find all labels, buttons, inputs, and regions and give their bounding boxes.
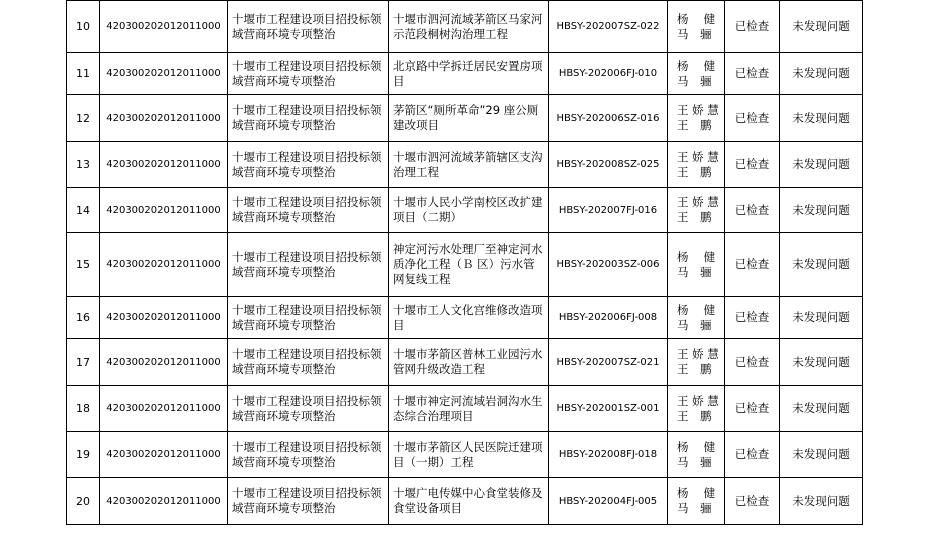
inspector-name: 杨 健	[677, 249, 716, 264]
area-code-cell: 420300202012011000	[100, 1, 228, 53]
task-name-cell: 十堰市工程建设项目招投标领域营商环境专项整治	[228, 386, 389, 432]
row-number: 18	[67, 386, 100, 432]
project-name-cell: 十堰市工人文化宫维修改造项目	[389, 297, 549, 339]
result-cell: 未发现问题	[780, 297, 863, 339]
row-number: 12	[67, 95, 100, 142]
inspector-name: 王 鹏	[677, 408, 712, 423]
status-cell: 已检查	[725, 142, 780, 188]
project-name-cell: 十堰市人民小学南校区改扩建项目（二期）	[389, 188, 549, 233]
project-id-cell: HBSY-202007FJ-016	[549, 188, 668, 233]
inspector-name: 王 娇 慧	[677, 393, 719, 408]
inspectors-cell	[668, 188, 725, 233]
project-id-cell: HBSY-202003SZ-006	[549, 233, 668, 297]
inspector-name: 杨 健	[677, 486, 716, 500]
row-number: 19	[67, 432, 100, 478]
area-code-cell: 420300202012011000	[100, 297, 228, 339]
result-cell: 未发现问题	[780, 339, 863, 386]
project-id-cell: HBSY-202008SZ-025	[549, 142, 668, 188]
inspectors-cell	[668, 1, 725, 53]
inspectors-cell	[668, 233, 725, 297]
task-name-cell: 十堰市工程建设项目招投标领域营商环境专项整治	[228, 1, 389, 53]
row-number: 17	[67, 339, 100, 386]
row-number: 14	[67, 188, 100, 233]
status-cell: 已检查	[725, 339, 780, 386]
result-cell: 未发现问题	[780, 386, 863, 432]
status-cell: 已检查	[725, 53, 780, 95]
table-row	[67, 432, 863, 478]
task-name-cell: 十堰市工程建设项目招投标领域营商环境专项整治	[228, 297, 389, 339]
project-id-cell: HBSY-202007SZ-022	[549, 1, 668, 53]
status-cell: 已检查	[725, 386, 780, 432]
inspector-name: 杨 健	[677, 439, 716, 454]
project-id-cell: HBSY-202006SZ-016	[549, 95, 668, 142]
area-code-cell: 420300202012011000	[100, 478, 228, 525]
task-name-cell: 十堰市工程建设项目招投标领域营商环境专项整治	[228, 432, 389, 478]
area-code-cell: 420300202012011000	[100, 432, 228, 478]
table-body	[67, 1, 863, 525]
row-number: 20	[67, 478, 100, 525]
inspectors-cell	[668, 95, 725, 142]
inspector-name: 马 骊	[677, 454, 712, 469]
inspectors-cell	[668, 478, 725, 525]
status-cell: 已检查	[725, 95, 780, 142]
result-cell: 未发现问题	[780, 95, 863, 142]
inspector-name: 杨 健	[677, 58, 716, 73]
inspector-name: 马 骊	[677, 501, 712, 515]
area-code-cell: 420300202012011000	[100, 339, 228, 386]
table-row	[67, 1, 863, 53]
task-name-cell: 十堰市工程建设项目招投标领域营商环境专项整治	[228, 478, 389, 525]
inspectors-cell	[668, 53, 725, 95]
table-row	[67, 53, 863, 95]
table-row	[67, 188, 863, 233]
area-code-cell: 420300202012011000	[100, 142, 228, 188]
table-row	[67, 233, 863, 297]
project-name-cell: 十堰市泗河流域茅箭辖区支沟治理工程	[389, 142, 549, 188]
table-row	[67, 339, 863, 386]
project-name-cell: 十堰市泗河流域茅箭区马家河示范段桐树沟治理工程	[389, 1, 549, 53]
inspectors-cell	[668, 297, 725, 339]
inspector-name: 马 骊	[677, 26, 712, 41]
project-name-cell: 十堰广电传媒中心食堂装修及食堂设备项目	[389, 478, 549, 525]
table-row	[67, 142, 863, 188]
status-cell: 已检查	[725, 1, 780, 53]
project-name-cell: 十堰市神定河流域岩洞沟水生态综合治理项目	[389, 386, 549, 432]
table-row	[67, 95, 863, 142]
result-cell: 未发现问题	[780, 233, 863, 297]
row-number: 11	[67, 53, 100, 95]
project-name-cell: 茅箭区“厕所革命”29 座公厕建改项目	[389, 95, 549, 142]
status-cell: 已检查	[725, 478, 780, 525]
row-number: 10	[67, 1, 100, 53]
inspector-name: 杨 健	[677, 11, 716, 26]
project-name-cell: 十堰市茅箭区普林工业园污水管网升级改造工程	[389, 339, 549, 386]
inspector-name: 王 鹏	[677, 164, 712, 179]
table-row	[67, 297, 863, 339]
project-id-cell: HBSY-202008FJ-018	[549, 432, 668, 478]
project-id-cell: HBSY-202006FJ-008	[549, 297, 668, 339]
area-code-cell: 420300202012011000	[100, 95, 228, 142]
row-number: 16	[67, 297, 100, 339]
task-name-cell: 十堰市工程建设项目招投标领域营商环境专项整治	[228, 339, 389, 386]
task-name-cell: 十堰市工程建设项目招投标领域营商环境专项整治	[228, 95, 389, 142]
inspector-name: 王 娇 慧	[677, 103, 719, 117]
result-cell: 未发现问题	[780, 53, 863, 95]
result-cell: 未发现问题	[780, 432, 863, 478]
inspection-table	[66, 0, 863, 525]
area-code-cell: 420300202012011000	[100, 188, 228, 233]
row-number: 13	[67, 142, 100, 188]
task-name-cell: 十堰市工程建设项目招投标领域营商环境专项整治	[228, 142, 389, 188]
inspector-name: 王 鹏	[677, 210, 712, 224]
inspectors-cell	[668, 339, 725, 386]
table-row	[67, 386, 863, 432]
inspectors-cell	[668, 432, 725, 478]
result-cell: 未发现问题	[780, 1, 863, 53]
task-name-cell: 十堰市工程建设项目招投标领域营商环境专项整治	[228, 233, 389, 297]
result-cell: 未发现问题	[780, 478, 863, 525]
area-code-cell: 420300202012011000	[100, 386, 228, 432]
status-cell: 已检查	[725, 233, 780, 297]
inspector-name: 王 娇 慧	[677, 149, 719, 164]
inspector-name: 马 骊	[677, 73, 712, 88]
status-cell: 已检查	[725, 297, 780, 339]
inspector-name: 王 鹏	[677, 118, 712, 132]
project-name-cell: 北京路中学拆迁居民安置房项目	[389, 53, 549, 95]
status-cell: 已检查	[725, 188, 780, 233]
result-cell: 未发现问题	[780, 188, 863, 233]
inspector-name: 马 骊	[677, 264, 712, 279]
inspector-name: 王 娇 慧	[677, 195, 719, 209]
inspector-name: 王 娇 慧	[677, 347, 719, 361]
inspectors-cell	[668, 142, 725, 188]
project-id-cell: HBSY-202007SZ-021	[549, 339, 668, 386]
task-name-cell: 十堰市工程建设项目招投标领域营商环境专项整治	[228, 188, 389, 233]
inspector-name: 王 鹏	[677, 362, 712, 376]
project-name-cell: 十堰市茅箭区人民医院迁建项目（一期）工程	[389, 432, 549, 478]
project-id-cell: HBSY-202004FJ-005	[549, 478, 668, 525]
table-row	[67, 478, 863, 525]
inspector-name: 马 骊	[677, 317, 712, 332]
task-name-cell: 十堰市工程建设项目招投标领域营商环境专项整治	[228, 53, 389, 95]
area-code-cell: 420300202012011000	[100, 53, 228, 95]
project-name-cell: 神定河污水处理厂至神定河水质净化工程（Ｂ 区）污水管网复线工程	[389, 233, 549, 297]
inspector-name: 杨 健	[677, 302, 716, 317]
status-cell: 已检查	[725, 432, 780, 478]
project-id-cell: HBSY-202001SZ-001	[549, 386, 668, 432]
inspectors-cell	[668, 386, 725, 432]
project-id-cell: HBSY-202006FJ-010	[549, 53, 668, 95]
area-code-cell: 420300202012011000	[100, 233, 228, 297]
row-number: 15	[67, 233, 100, 297]
result-cell: 未发现问题	[780, 142, 863, 188]
